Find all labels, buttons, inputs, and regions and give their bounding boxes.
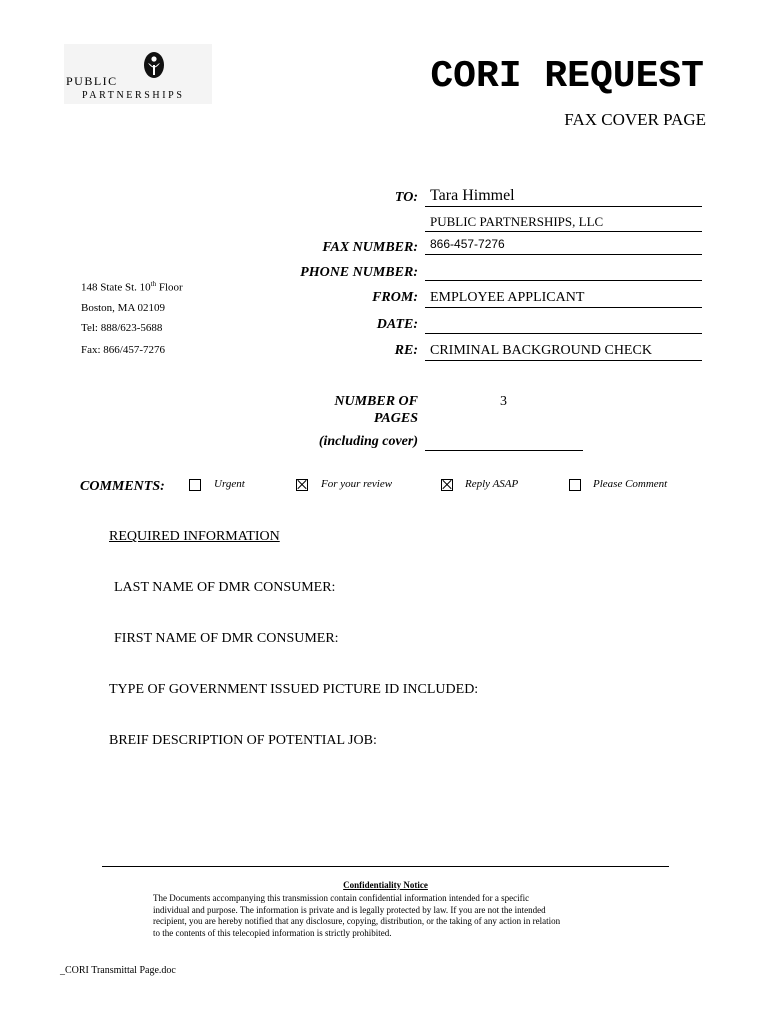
company-underline — [425, 231, 702, 232]
address-city: Boston, MA 02109 — [81, 302, 166, 314]
from-underline — [425, 307, 702, 308]
re-label: RE: — [394, 343, 418, 358]
to-company: PUBLIC PARTNERSHIPS, LLC — [430, 214, 604, 229]
pages-underline — [425, 450, 583, 451]
fax-number-value[interactable]: 866-457-7276 — [430, 237, 505, 251]
footer-filename: _CORI Transmittal Page.doc — [60, 965, 176, 976]
re-underline — [425, 360, 702, 361]
urgent-label: Urgent — [214, 478, 245, 490]
comments-label: COMMENTS: — [80, 479, 165, 494]
first-name-field-label: FIRST NAME OF DMR CONSUMER: — [114, 631, 339, 646]
notice-line: recipient, you are hereby notified that any disclosure, copying, distribution, or the taking of any action in relation — [153, 916, 561, 926]
phone-number-label: PHONE NUMBER: — [300, 265, 418, 280]
reply-asap-label: Reply ASAP — [465, 478, 519, 490]
please-comment-label: Please Comment — [593, 478, 668, 490]
please-comment-checkbox[interactable] — [569, 479, 581, 491]
last-name-field-label: LAST NAME OF DMR CONSUMER: — [114, 580, 336, 595]
pages-value[interactable]: 3 — [500, 394, 507, 409]
address-tel: Tel: 888/623-5688 — [81, 322, 163, 334]
fax-number-label: FAX NUMBER: — [322, 240, 418, 255]
pages-label-line1: NUMBER OF — [334, 394, 418, 409]
to-label: TO: — [394, 190, 418, 205]
job-description-field-label: BREIF DESCRIPTION OF POTENTIAL JOB: — [109, 733, 377, 748]
public-partnerships-logo-icon — [143, 50, 165, 80]
phone-number-underline — [425, 280, 702, 281]
id-type-field-label: TYPE OF GOVERNMENT ISSUED PICTURE ID INCLUDED: — [109, 682, 479, 697]
logo-text-public: PUBLIC — [66, 74, 118, 88]
notice-line: to the contents of this telecopied information is strictly prohibited. — [153, 927, 392, 938]
confidentiality-notice-title: Confidentiality Notice — [343, 880, 428, 890]
address-fax: Fax: 866/457-7276 — [81, 344, 166, 356]
page-title: CORI REQUEST — [430, 55, 704, 98]
required-info-heading: REQUIRED INFORMATION — [109, 529, 280, 544]
from-value[interactable]: EMPLOYEE APPLICANT — [430, 290, 585, 305]
notice-line: The Documents accompanying this transmission contain confidential information intended for a specific — [153, 893, 530, 903]
fax-number-underline — [425, 254, 702, 255]
notice-divider — [102, 866, 669, 867]
logo-text-partnerships: PARTNERSHIPS — [82, 90, 185, 101]
date-label: DATE: — [376, 317, 418, 332]
notice-line: individual and purpose. The information is private and is legally protected by law. If you are not the intended — [153, 904, 546, 915]
re-value[interactable]: CRIMINAL BACKGROUND CHECK — [430, 343, 652, 358]
address-street: 148 State St. 10th Floor — [81, 280, 183, 294]
reply-asap-checkbox[interactable] — [441, 479, 453, 491]
for-your-review-checkbox[interactable] — [296, 479, 308, 491]
date-underline — [425, 333, 702, 334]
page-subtitle: FAX COVER PAGE — [564, 110, 706, 129]
for-your-review-label: For your review — [321, 478, 393, 490]
confidentiality-notice-body — [153, 893, 623, 939]
to-underline — [425, 206, 702, 207]
pages-label-line3: (including cover) — [318, 434, 418, 449]
from-label: FROM: — [372, 290, 418, 305]
urgent-checkbox[interactable] — [189, 479, 201, 491]
to-value[interactable]: Tara Himmel — [430, 187, 515, 204]
pages-label-line2: PAGES — [373, 411, 418, 426]
